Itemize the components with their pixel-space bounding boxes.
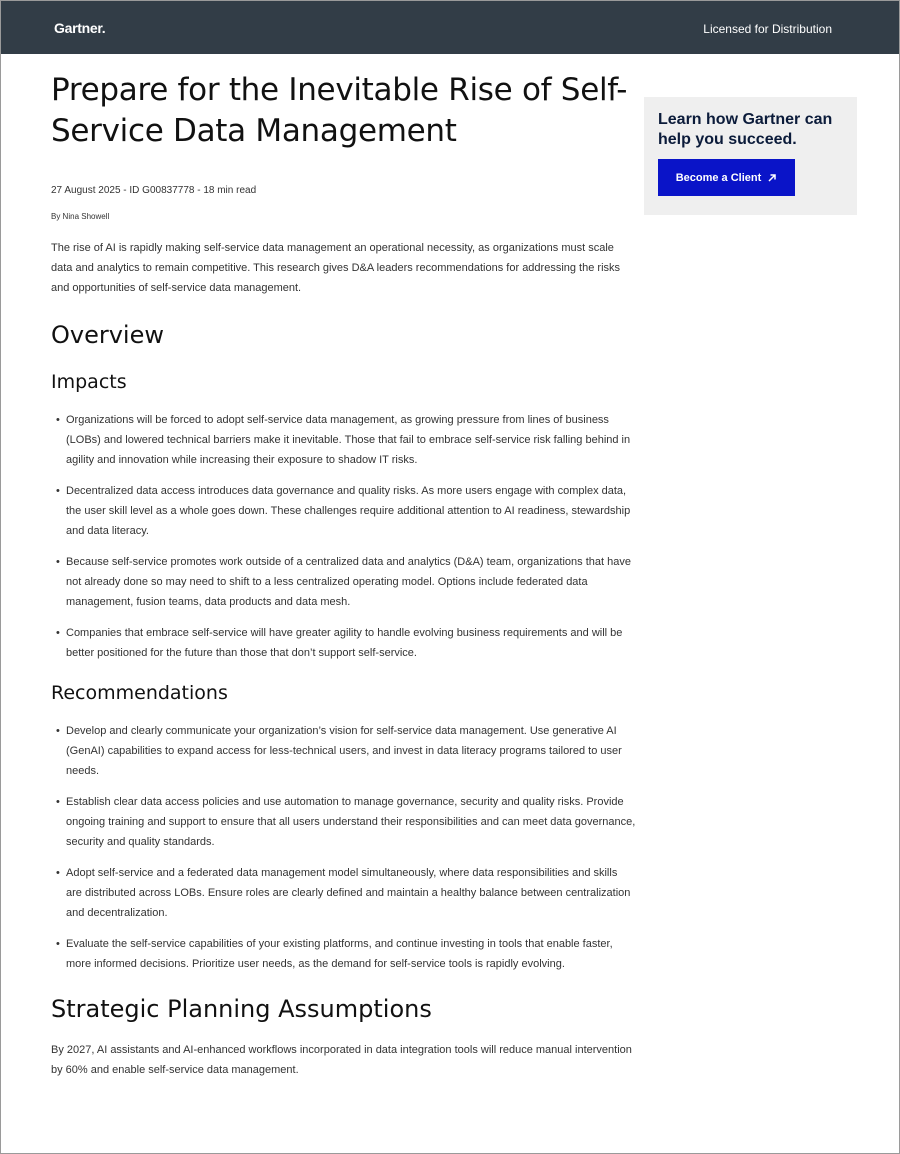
impacts-list [51,410,636,663]
bullet-icon: • [56,485,60,497]
become-client-button[interactable] [658,159,795,196]
top-bar [1,1,899,54]
bullet-icon: • [56,725,60,737]
list-item [51,623,636,663]
bullet-icon: • [56,627,60,639]
spa-text: By 2027, AI assistants and AI-enhanced workflows incorporated in data integration tools will reduce manual intervention by 60% and enable self-service data management. [51,1044,632,1076]
list-item [51,863,636,923]
list-item-text: Companies that embrace self-service will have greater agility to handle evolving business requirements and will be better positioned for the future than those that don’t support self-service. [66,627,623,659]
recommendations-list [51,721,636,974]
become-client-label: Become a Client [675,171,762,184]
article-summary: The rise of AI is rapidly making self-service data management an operational necessity, as organizations must scale data and analytics to remain competitive. This research gives D&A leaders recommendations for addressing the risks and opportunities of self-service data management. [51,242,621,294]
impacts-heading: Impacts [51,371,127,393]
gartner-logo[interactable]: Gartner. [54,20,106,36]
bullet-icon: • [56,796,60,808]
bullet-icon: • [56,867,60,879]
article [51,70,636,1080]
list-item [51,552,636,612]
list-item-text: Organizations will be forced to adopt self-service data management, as growing pressure from lines of business (LOBs) and lowered technical barriers make it inevitable. Those that fail to embrace self-service risk falling behind in agility and innovation while increasing their exposure to shadow IT risks. [66,414,631,466]
list-item-text: Develop and clearly communicate your organization’s vision for self-service data management. Use generative AI (GenAI) capabilities to expand access for less-technical users, and invest in data literacy programs tailored to user needs. [66,725,622,777]
list-item-text: Decentralized data access introduces data governance and quality risks. As more users engage with complex data, the user skill level as a whole goes down. These challenges require additional attention to AI readiness, stewardship and data literacy. [66,485,631,537]
list-item [51,481,636,541]
list-item-text: Because self-service promotes work outside of a centralized data and analytics (D&A) team, organizations that have not already done so may need to shift to a less centralized operating model. Options include federated data management, fusion teams, data products and data mesh. [66,556,631,608]
recommendations-heading: Recommendations [51,682,228,704]
list-item [51,721,636,781]
list-item-text: Adopt self-service and a federated data management model simultaneously, where data responsibilities and skills are distributed across LOBs. Ensure roles are clearly defined and maintain a healthy balance between centralization and decentralization. [66,867,631,919]
client-promo [644,97,857,215]
list-item-text: Evaluate the self-service capabilities of your existing platforms, and continue investing in tools that enable faster, more informed decisions. Prioritize user needs, as the demand for self-service tools is rapidly evolving. [66,938,613,970]
overview-heading: Overview [51,321,164,349]
bullet-icon: • [56,414,60,426]
list-item-text: Establish clear data access policies and use automation to manage governance, security and quality risks. Provide ongoing training and support to ensure that all users understand their responsibilities and can meet data governance, security and quality standards. [66,796,636,848]
list-item [51,792,636,852]
arrow-up-right-icon [767,173,777,183]
licensed-label: Licensed for Distribution [703,22,832,36]
list-item [51,934,636,974]
list-item [51,410,636,470]
page-title: Prepare for the Inevitable Rise of Self-Service Data Management [51,72,628,149]
promo-heading: Learn how Gartner can help you succeed. [658,111,833,148]
bullet-icon: • [56,556,60,568]
bullet-icon: • [56,938,60,950]
article-author: By Nina Showell [51,212,110,221]
article-meta: 27 August 2025 - ID G00837778 - 18 min read [51,185,257,196]
spa-heading: Strategic Planning Assumptions [51,995,432,1023]
